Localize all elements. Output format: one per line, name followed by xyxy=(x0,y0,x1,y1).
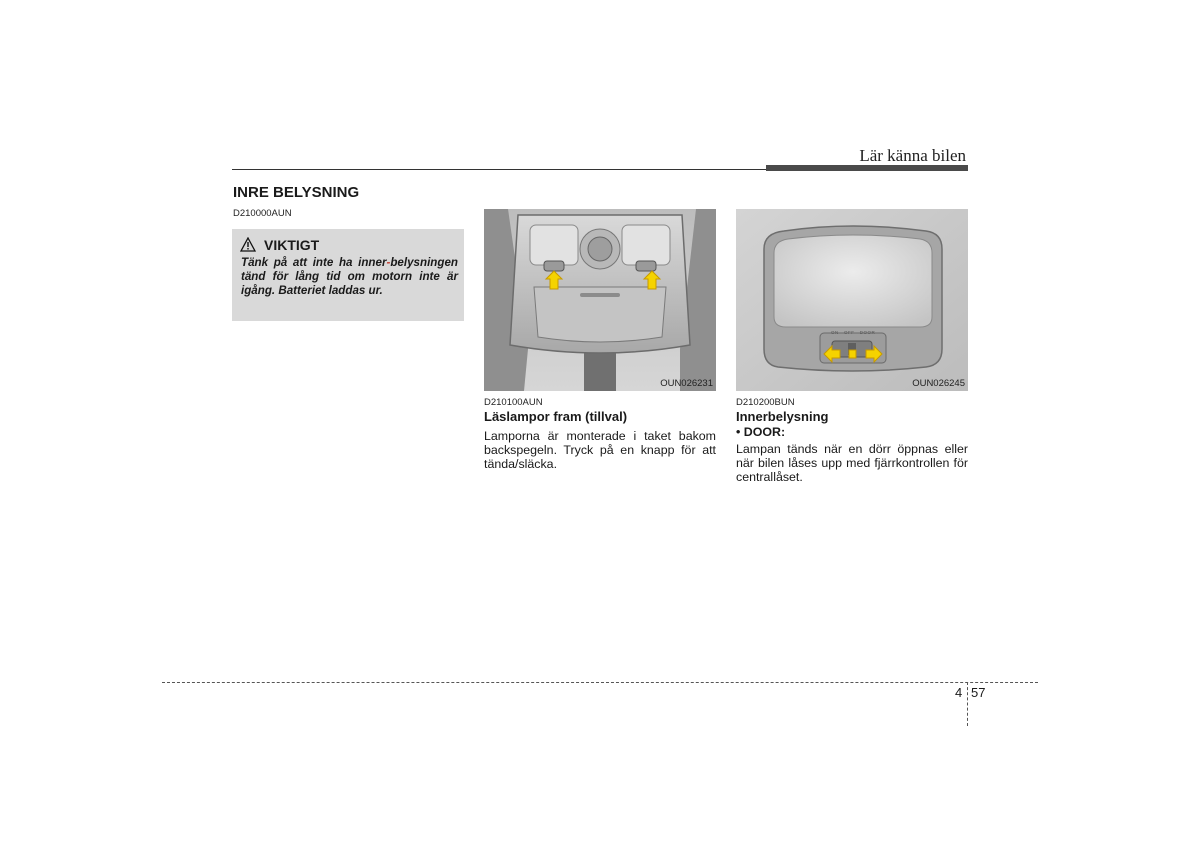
warning-title: VIKTIGT xyxy=(264,237,320,253)
figure2-title: Innerbelysning xyxy=(736,409,829,424)
warning-text: Tänk på att inte ha inner-belysningen tänd för lång tid om motorn inte är igång. Batteriet laddas ur. xyxy=(241,256,458,297)
reading-lamps-illustration xyxy=(484,209,716,391)
switch-labels: ON OFF DOOR xyxy=(831,330,876,335)
footer-rule xyxy=(162,682,1038,683)
image-code: OUN026231 xyxy=(660,378,713,389)
page-number: 57 xyxy=(971,685,986,700)
figure2-bullet: • DOOR: xyxy=(736,425,786,439)
interior-lamp-photo xyxy=(736,209,968,391)
figure2-text: Lampan tänds när en dörr öppnas eller när bilen låses upp med fjärrkontrollen för centrallåset. xyxy=(736,442,968,484)
interior-lamp-illustration xyxy=(736,209,968,391)
figure2-section-code: D210200BUN xyxy=(736,397,795,408)
chapter-number: 4 xyxy=(955,685,963,700)
section-code: D210000AUN xyxy=(233,208,292,219)
chapter-header-title: Lär känna bilen xyxy=(859,146,966,165)
header-rule xyxy=(232,169,766,170)
figure1-title: Läslampor fram (tillval) xyxy=(484,409,628,424)
footer-divider xyxy=(967,682,968,726)
reading-lamps-photo xyxy=(484,209,716,391)
section-title: INRE BELYSNING xyxy=(233,184,360,201)
figure1-section-code: D210100AUN xyxy=(484,397,543,408)
image-code: OUN026245 xyxy=(912,378,965,389)
header-rule-accent xyxy=(766,165,968,171)
warning-triangle-icon xyxy=(240,237,256,252)
warning-box xyxy=(232,229,464,321)
figure1-text: Lamporna är monterade i taket bakom backspegeln. Tryck på en knapp för att tända/släcka. xyxy=(484,429,716,471)
